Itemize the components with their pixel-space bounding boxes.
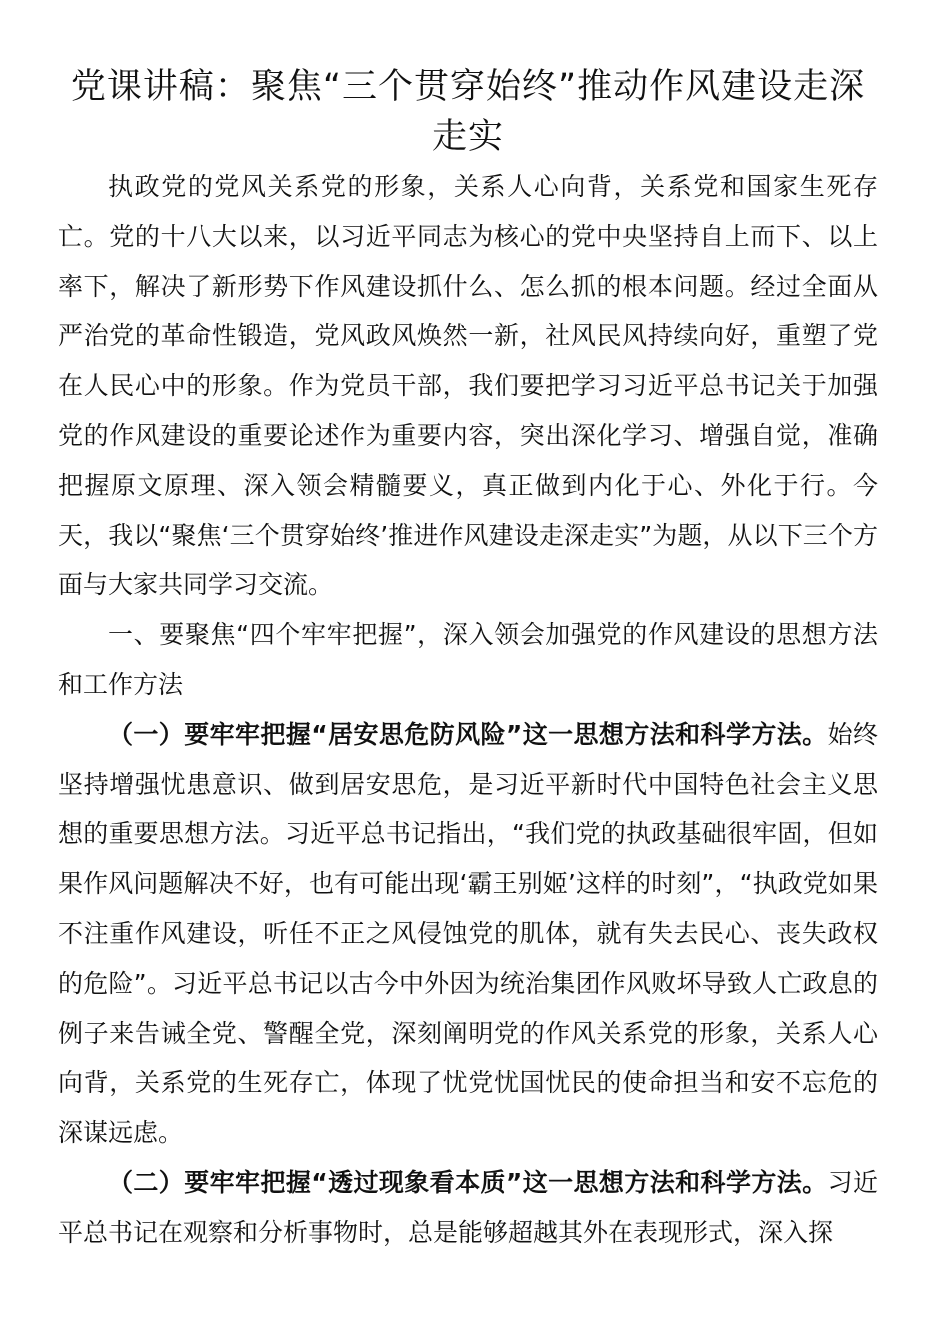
subsection-1-2-paragraph (58, 1158, 878, 1258)
subsection-1-1-text: 始终坚持增强忧患意识、做到居安思危，是习近平新时代中国特色社会主义思想的重要思想方法。习近平总书记指出，“我们党的执政基础很牢固，但如果作风问题解决不好，也有可能出现‘霸王别姬’这样的时刻”，“执政党如果不注重作风建设，听任不正之风侵蚀党的肌体，就有失去民心、丧失政权的危险”。习近平总书记以古今中外因为统治集团作风败坏导致人亡政息的例子来告诫全党、警醒全党，深刻阐明党的作风关系党的形象，关系人心向背，关系党的生死存亡，体现了忧党忧国忧民的使命担当和安不忘危的深谋远虑。 (58, 719, 878, 1148)
document-title: 党课讲稿：聚焦“三个贯穿始终”推动作风建设走深走实 (70, 67, 866, 157)
subsection-1-1-paragraph (58, 710, 878, 1158)
subsection-1-2-heading: （二）要牢牢把握“透过现象看本质”这一思想方法和科学方法。 (108, 1167, 828, 1197)
intro-text: 执政党的党风关系党的形象，关系人心向背，关系党和国家生死存亡。党的十八大以来，以习近平同志为核心的党中央坚持自上而下、以上率下，解决了新形势下作风建设抓什么、怎么抓的根本问题。经过全面从严治党的革命性锻造，党风政风焕然一新，社风民风持续向好，重塑了党在人民心中的形象。作为党员干部，我们要把学习习近平总书记关于加强党的作风建设的重要论述作为重要内容，突出深化学习、增强自觉，准确把握原文原理、深入领会精髓要义，真正做到内化于心、外化于行。今天，我以“聚焦‘三个贯穿始终’推进作风建设走深走实”为题，从以下三个方面与大家共同学习交流。 (58, 172, 878, 600)
section-heading-1 (58, 610, 878, 710)
subsection-1-2-text: 习近平总书记在观察和分析事物时，总是能够超越其外在表现形式，深入探 (58, 1167, 878, 1247)
subsection-1-1-heading: （一）要牢牢把握“居安思危防风险”这一思想方法和科学方法。 (108, 719, 828, 749)
intro-paragraph (58, 162, 878, 610)
section-heading-1-text: 一、要聚焦“四个牢牢把握”，深入领会加强党的作风建设的思想方法和工作方法 (58, 620, 878, 699)
